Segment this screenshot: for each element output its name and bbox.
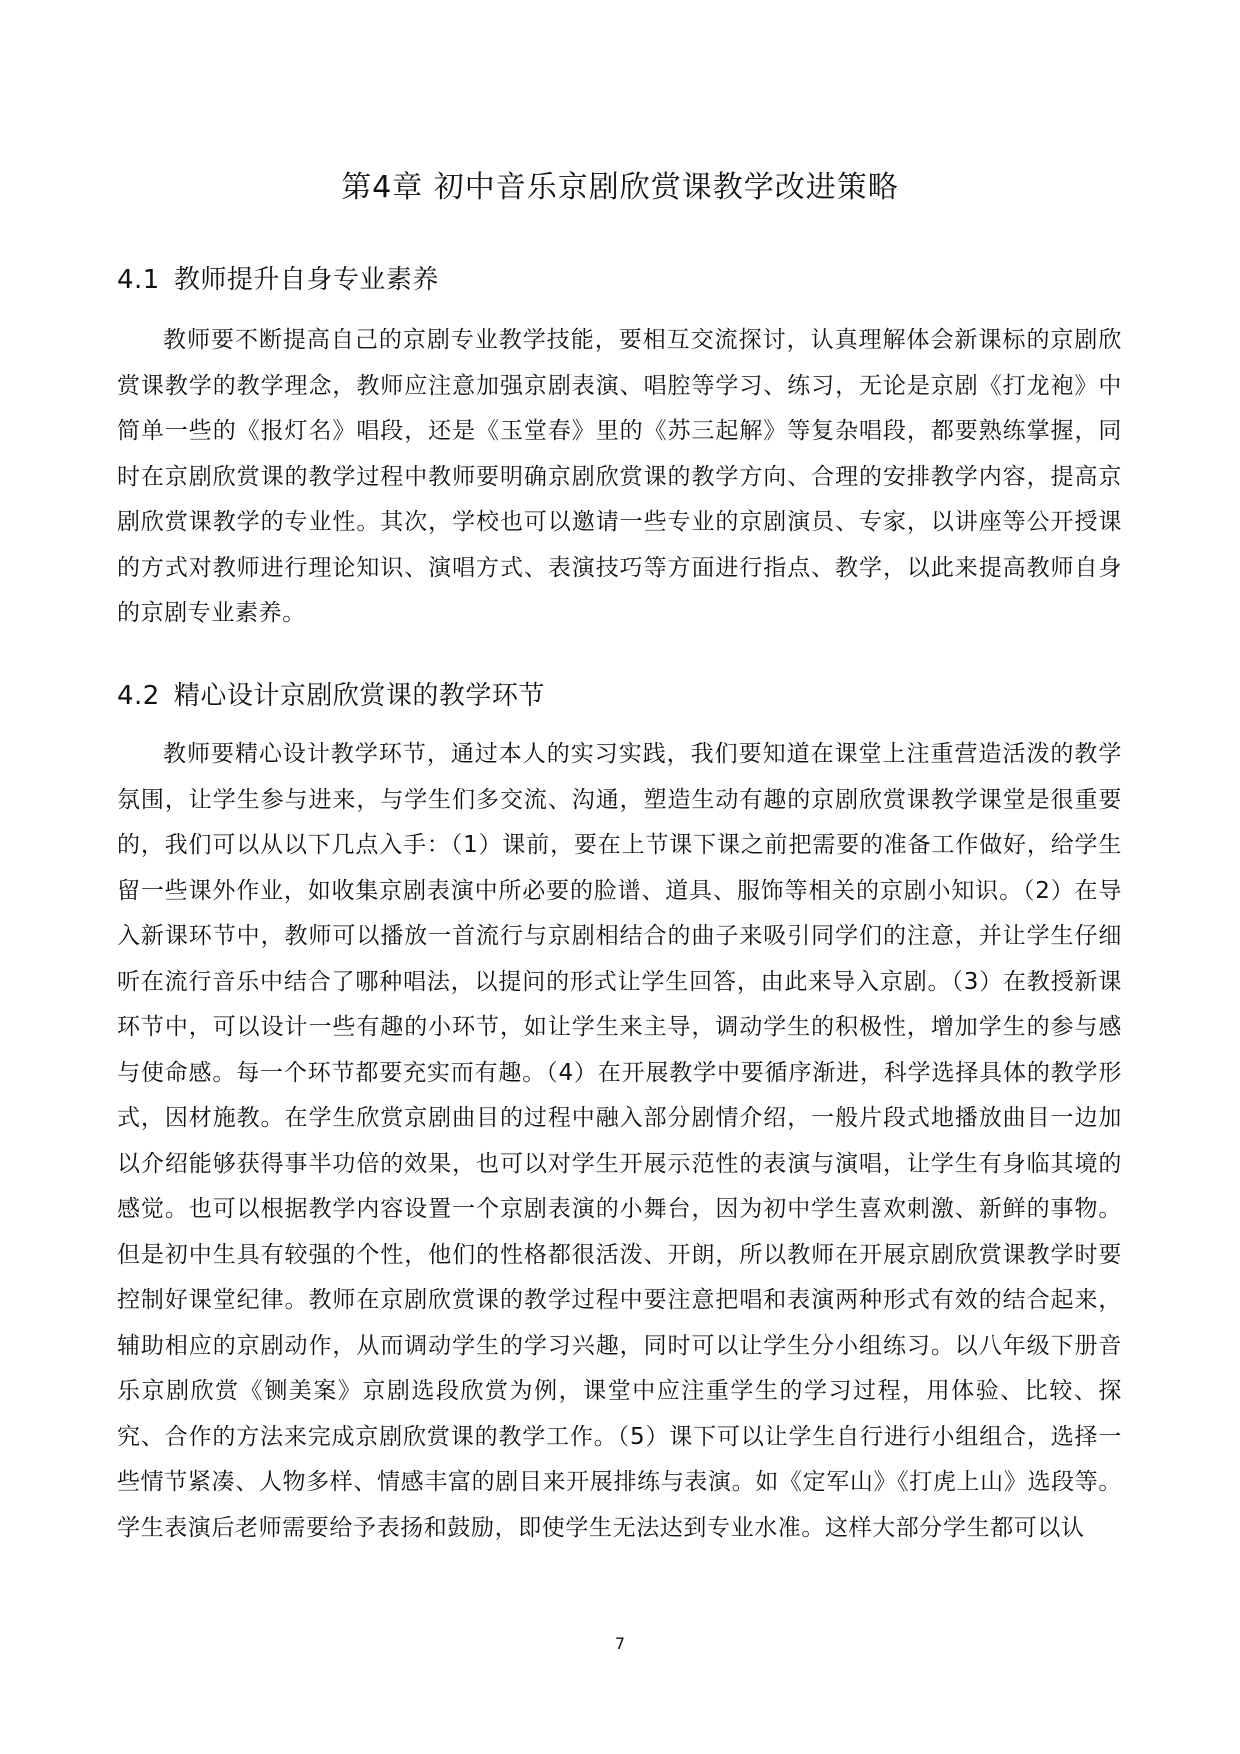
section-heading-4-2 bbox=[117, 678, 545, 714]
section-title: 教师提升自身专业素养 bbox=[173, 265, 439, 295]
section-number: 4.2 bbox=[117, 681, 160, 711]
section-4-1-paragraph: 教师要不断提高自己的京剧专业教学技能，要相互交流探讨，认真理解体会新课标的京剧欣赏课教学的教学理念，教师应注意加强京剧表演、唱腔等学习、练习，无论是京剧《打龙袍》中简单一些的《报灯名》唱段，还是《玉堂春》里的《苏三起解》等复杂唱段，都要熟练掌握，同时在京剧欣赏课的教学过程中教师要明确京剧欣赏课的教学方向、合理的安排教学内容，提高京剧欣赏课教学的专业性。其次，学校也可以邀请一些专业的京剧演员、专家，以讲座等公开授课的方式对教师进行理论知识、演唱方式、表演技巧等方面进行指点、教学，以此来提高教师自身的京剧专业素养。 bbox=[117, 327, 1122, 626]
section-heading-4-1 bbox=[117, 262, 439, 298]
section-4-2-paragraph: 教师要精心设计教学环节，通过本人的实习实践，我们要知道在课堂上注重营造活泼的教学氛围，让学生参与进来，与学生们多交流、沟通，塑造生动有趣的京剧欣赏课教学课堂是很重要的，我们可以从以下几点入手：（1）课前，要在上节课下课之前把需要的准备工作做好，给学生留一些课外作业，如收集京剧表演中所必要的脸谱、道具、服饰等相关的京剧小知识。（2）在导入新课环节中，教师可以播放一首流行与京剧相结合的曲子来吸引同学们的注意，并让学生仔细听在流行音乐中结合了哪种唱法，以提问的形式让学生回答，由此来导入京剧。（3）在教授新课环节中，可以设计一些有趣的小环节，如让学生来主导，调动学生的积极性，增加学生的参与感与使命感。每一个环节都要充实而有趣。（4）在开展教学中要循序渐进，科学选择具体的教学形式，因材施教。在学生欣赏京剧曲目的过程中融入部分剧情介绍，一般片段式地播放曲目一边加以介绍能够获得事半功倍的效果，也可以对学生开展示范性的表演与演唱，让学生有身临其境的感觉。也可以根据教学内容设置一个京剧表演的小舞台，因为初中学生喜欢刺激、新鲜的事物。但是初中生具有较强的个性，他们的性格都很活泼、开朗，所以教师在开展京剧欣赏课教学时要控制好课堂纪律。教师在京剧欣赏课的教学过程中要注意把唱和表演两种形式有效的结合起来，辅助相应的京剧动作，从而调动学生的学习兴趣，同时可以让学生分小组练习。以八年级下册音乐京剧欣赏《铡美案》京剧选段欣赏为例，课堂中应注重学生的学习过程，用体验、比较、探究、合作的方法来完成京剧欣赏课的教学工作。（5）课下可以让学生自行进行小组组合，选择一些情节紧凑、人物多样、情感丰富的剧目来开展排练与表演。如《定军山》《打虎上山》选段等。学生表演后老师需要给予表扬和鼓励，即使学生无法达到专业水准。这样大部分学生都可以认 bbox=[117, 741, 1122, 1541]
section-number: 4.1 bbox=[117, 265, 160, 295]
section-title: 精心设计京剧欣赏课的教学环节 bbox=[173, 681, 545, 711]
chapter-title: 第4章 初中音乐京剧欣赏课教学改进策略 bbox=[341, 170, 899, 205]
page-number: 7 bbox=[614, 1634, 626, 1653]
